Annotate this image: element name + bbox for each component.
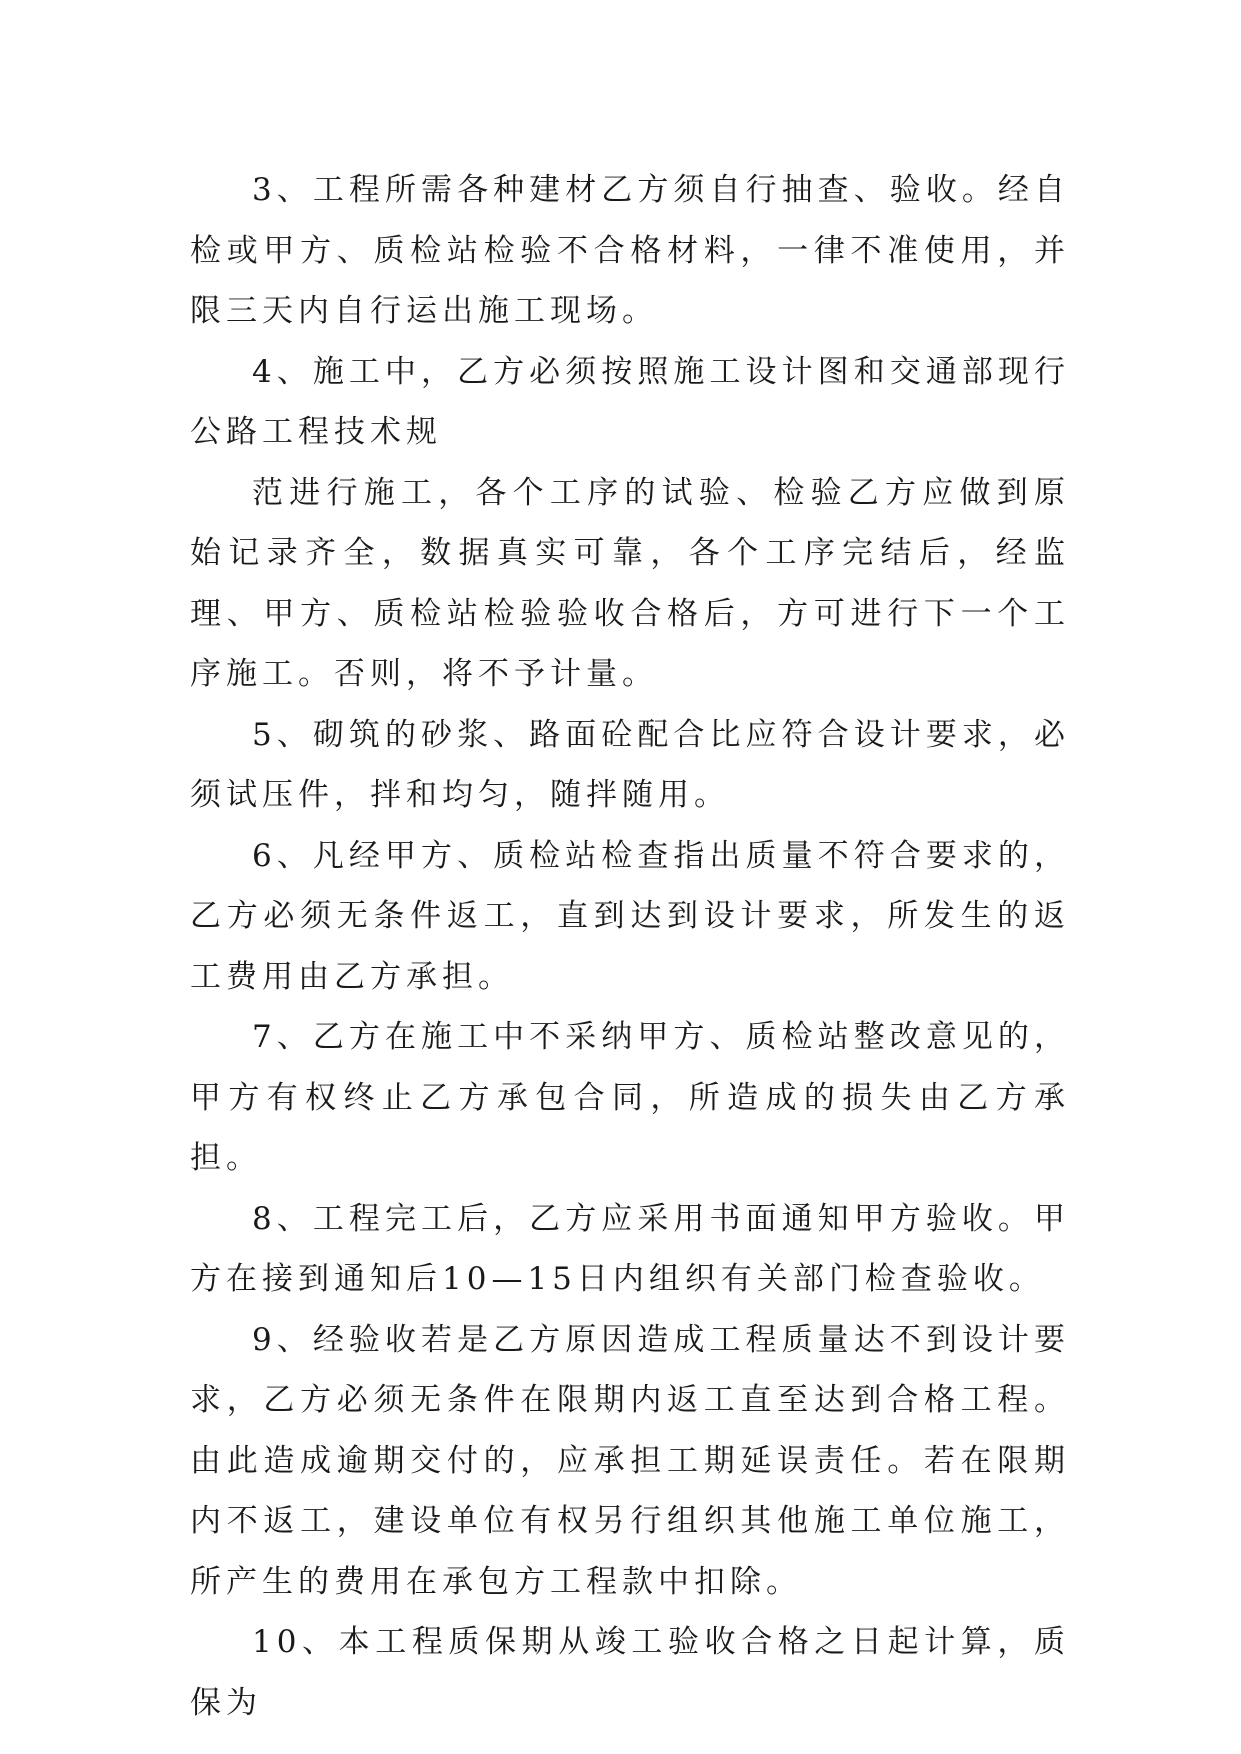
paragraph-item-10: 10、本工程质保期从竣工验收合格之日起计算，质保为 — [190, 1624, 1070, 1721]
paragraph-item-6: 6、凡经甲方、质检站检查指出质量不符合要求的，乙方必须无条件返工，直到达到设计要求，所发生的返工费用由乙方承担。 — [190, 837, 1070, 995]
paragraph-item-4-continued: 范进行施工，各个工序的试验、检验乙方应做到原始记录齐全，数据真实可靠，各个工序完结后，经监理、甲方、质检站检验验收合格后，方可进行下一个工序施工。否则，将不予计量。 — [190, 474, 1070, 692]
paragraph-item-4: 4、施工中，乙方必须按照施工设计图和交通部现行公路工程技术规 — [190, 353, 1070, 450]
paragraph-item-8: 8、工程完工后，乙方应采用书面通知甲方验收。甲方在接到通知后10—15日内组织有关部门检查验收。 — [190, 1200, 1070, 1297]
paragraph-item-3: 3、工程所需各种建材乙方须自行抽查、验收。经自检或甲方、质检站检验不合格材料，一律不准使用，并限三天内自行运出施工现场。 — [190, 172, 1070, 329]
document-body — [190, 160, 1070, 1733]
paragraph-item-5: 5、砌筑的砂浆、路面砼配合比应符合设计要求，必须试压件，拌和均匀，随拌随用。 — [190, 716, 1070, 813]
paragraph-item-9: 9、经验收若是乙方原因造成工程质量达不到设计要求，乙方必须无条件在限期内返工直至达到合格工程。由此造成逾期交付的，应承担工期延误责任。若在限期内不返工，建设单位有权另行组织其他施工单位施工，所产生的费用在承包方工程款中扣除。 — [190, 1321, 1070, 1600]
paragraph-item-7: 7、乙方在施工中不采纳甲方、质检站整改意见的，甲方有权终止乙方承包合同，所造成的损失由乙方承担。 — [190, 1019, 1070, 1176]
